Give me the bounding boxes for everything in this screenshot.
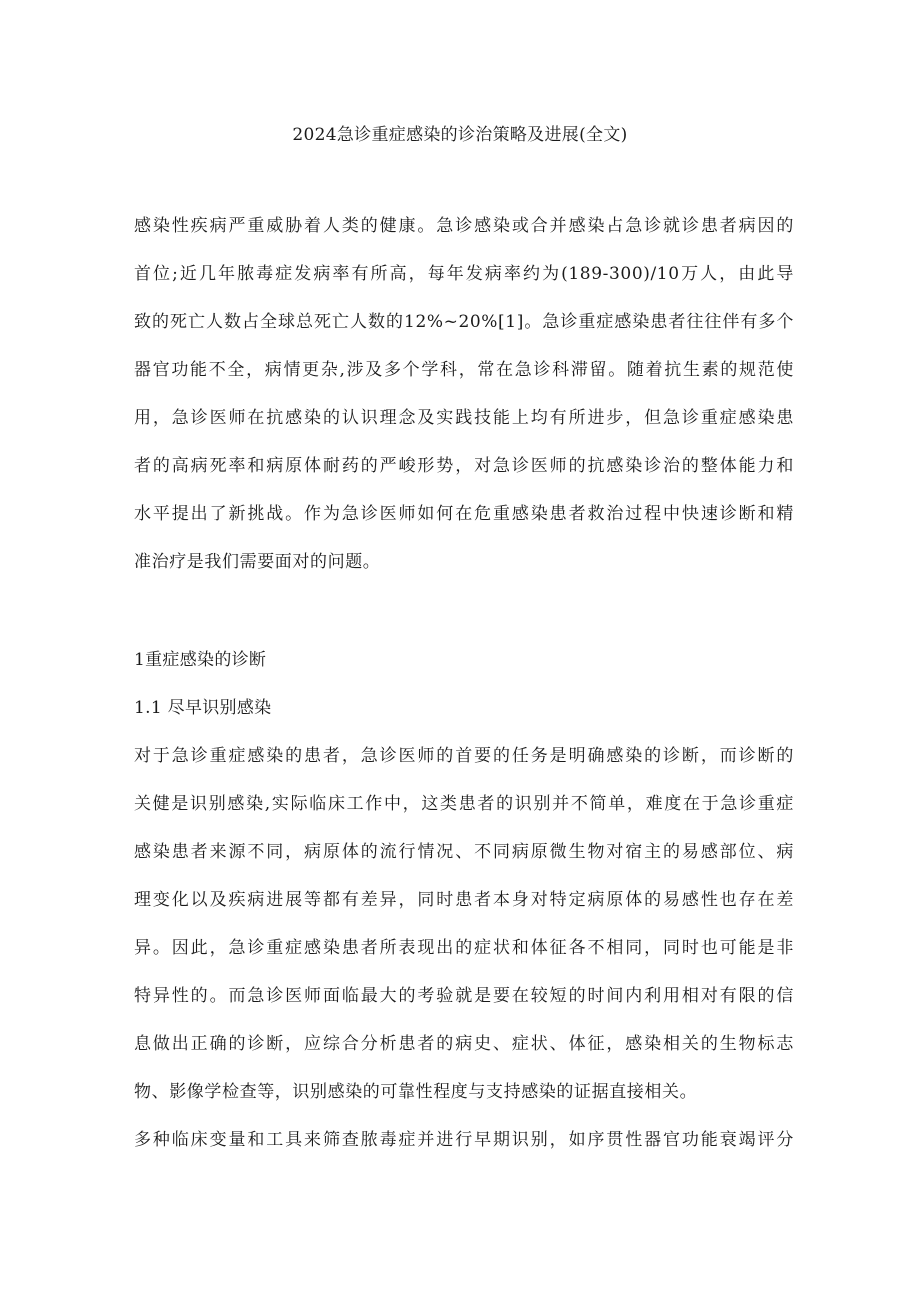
- section-1-1-line-4: 理变化以及疾病进展等都有差异，同时患者本身对特定病原体的易感性也存在差: [134, 890, 794, 910]
- section-1-1-line-1: 对于急诊重症感染的患者，急诊医师的首要的任务是明确感染的诊断，而诊断的: [134, 746, 794, 766]
- section-1-heading: 1重症感染的诊断: [134, 650, 267, 670]
- intro-line-7: 水平提出了新挑战。作为急诊医师如何在危重感染患者救治过程中快速诊断和精: [134, 504, 794, 524]
- section-1-1-line-2: 关健是识别感染,实际临床工作中，这类患者的识别并不简单，难度在于急诊重症: [134, 794, 794, 814]
- section-1-1-line-3: 感染患者来源不同，病原体的流行情况、不同病原微生物对宿主的易感部位、病: [134, 842, 794, 862]
- intro-line-8: 准治疗是我们需要面对的问题。: [134, 552, 381, 572]
- intro-line-5: 用，急诊医师在抗感染的认识理念及实践技能上均有所进步，但急诊重症感染患: [134, 408, 794, 428]
- section-1-1-line-7: 息做出正确的诊断，应综合分析患者的病史、症状、体征，感染相关的生物标志: [134, 1034, 794, 1054]
- intro-line-3: 致的死亡人数占全球总死亡人数的12%~20%[1]。急诊重症感染患者往往伴有多个: [134, 312, 794, 332]
- section-1-1-line-8: 物、影像学检查等，识别感染的可靠性程度与支持感染的证据直接相关。: [134, 1082, 698, 1102]
- section-1-1-line-5: 异。因此，急诊重症感染患者所表现出的症状和体征各不相同，同时也可能是非: [134, 938, 794, 958]
- section-1-1-line-6: 特异性的。而急诊医师面临最大的考验就是要在较短的时间内利用相对有限的信: [134, 986, 794, 1006]
- intro-line-6: 者的高病死率和病原体耐药的严峻形势，对急诊医师的抗感染诊治的整体能力和: [134, 456, 794, 476]
- intro-line-2: 首位;近几年脓毒症发病率有所高，每年发病率约为(189-300)/10万人，由此导: [134, 264, 794, 284]
- next-paragraph-line-1: 多种临床变量和工具来筛查脓毒症并进行早期识别，如序贯性器官功能衰竭评分: [134, 1130, 794, 1150]
- intro-line-1: 感染性疾病严重威胁着人类的健康。急诊感染或合并感染占急诊就诊患者病因的: [134, 216, 794, 236]
- section-1-1-heading: 1.1 尽早识别感染: [134, 698, 272, 718]
- intro-line-4: 器官功能不全，病情更杂,涉及多个学科，常在急诊科滞留。随着抗生素的规范使: [134, 360, 794, 380]
- document-title: 2024急诊重症感染的诊治策略及进展(全文): [292, 125, 628, 145]
